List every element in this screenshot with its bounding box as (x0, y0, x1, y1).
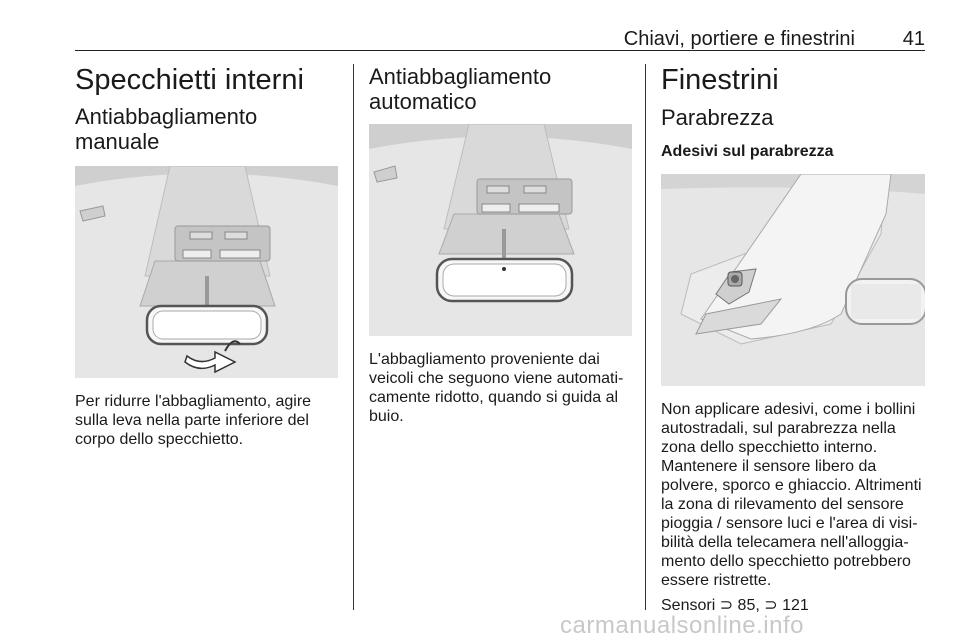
paragraph-line: corpo dello specchietto. (75, 431, 244, 448)
heading-windows: Finestrini (661, 64, 779, 96)
figure-manual-mirror (75, 166, 338, 378)
paragraph-line: L'abbagliamento proveniente dai (369, 351, 600, 368)
automatic-dimming-text (369, 350, 634, 426)
heading-automatic-line2: automatico (369, 89, 477, 114)
paragraph-line: autostradali, sul parabrezza nella (661, 420, 896, 437)
paragraph-line: buio. (369, 408, 404, 425)
paragraph-line: camente ridotto, quando si guida al (369, 389, 619, 406)
column-manual-dimming (75, 64, 340, 449)
page-header (75, 24, 925, 51)
column-windows (661, 64, 927, 615)
column-automatic-dimming (369, 64, 634, 426)
section-title: Chiavi, portiere e finestrini (623, 28, 855, 50)
paragraph-line: polvere, sporco e ghiaccio. Altrimenti (661, 477, 922, 494)
sensors-cross-reference-link[interactable]: Sensori ⊃ 85, ⊃ 121 (661, 597, 809, 614)
manual-dimming-text (75, 392, 340, 449)
automatic-mirror-illustration (369, 124, 632, 336)
heading-interior-mirrors: Specchietti interni (75, 64, 304, 96)
paragraph-line: essere ristrette. (661, 572, 772, 589)
paragraph-line: Non applicare adesivi, come i bollini (661, 401, 916, 418)
column-divider (353, 64, 354, 610)
windscreen-text (661, 400, 927, 590)
paragraph-line: sulla leva nella parte inferiore del (75, 412, 309, 429)
figure-automatic-mirror (369, 124, 632, 336)
paragraph-line: Mantenere il sensore libero da (661, 458, 877, 475)
column-divider (645, 64, 646, 610)
paragraph-line: veicoli che seguono viene automati- (369, 370, 624, 387)
heading-automatic-line1: Antiabbagliamento (369, 64, 552, 89)
windscreen-sensor-illustration (661, 174, 925, 386)
manual-mirror-illustration (75, 166, 338, 378)
page-number: 41 (902, 28, 925, 50)
paragraph-line: bilità della telecamera nell'alloggia- (661, 534, 909, 551)
figure-windscreen-sensor (661, 174, 925, 386)
paragraph-line: la zona di rilevamento del sensore (661, 496, 904, 513)
paragraph-line: mento dello specchietto potrebbero (661, 553, 911, 570)
paragraph-line: pioggia / sensore luci e l'area di visi- (661, 515, 918, 532)
watermark: carmanualsonline.info (560, 612, 804, 639)
subheading-manual-line1: Antiabbagliamento (75, 104, 258, 129)
paragraph-line: Per ridurre l'abbagliamento, agire (75, 393, 312, 410)
subheading-windscreen: Parabrezza (661, 105, 774, 130)
subheading-manual-line2: manuale (75, 129, 160, 154)
subheading-windscreen-stickers: Adesivi sul parabrezza (661, 143, 834, 160)
paragraph-line: zona dello specchietto interno. (661, 439, 878, 456)
